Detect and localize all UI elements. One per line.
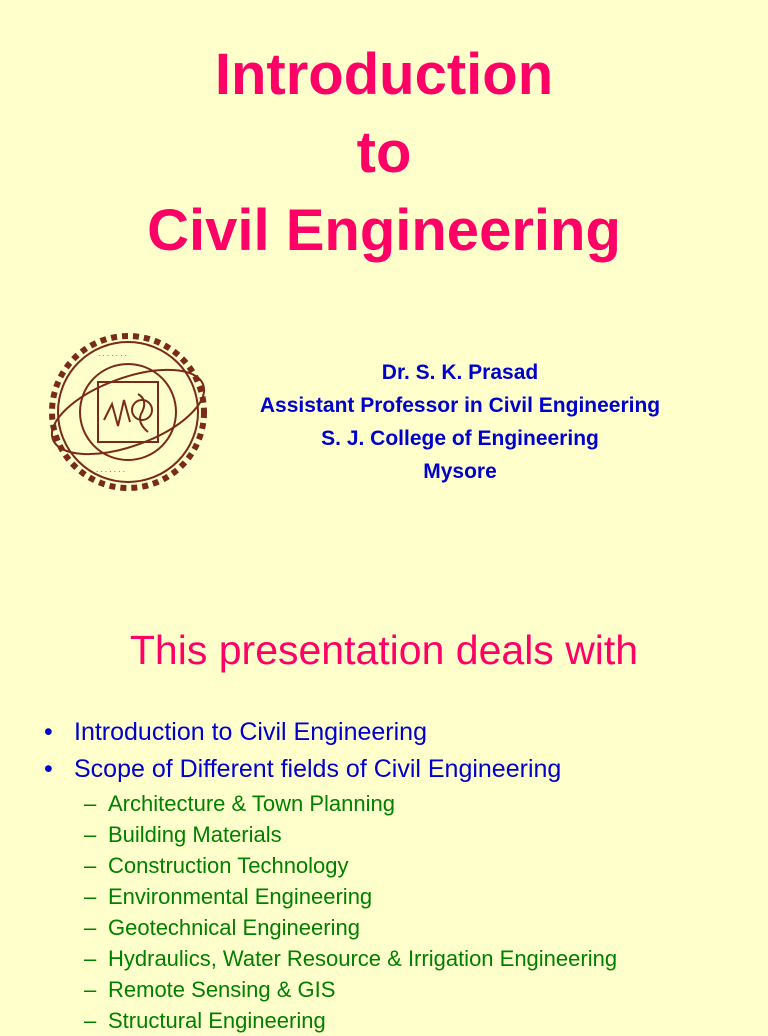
author-name: Dr. S. K. Prasad bbox=[381, 361, 539, 384]
title-line-3: Civil Engineering bbox=[147, 198, 621, 263]
sub-list-item bbox=[84, 788, 754, 819]
list-item bbox=[44, 714, 754, 751]
sub-list-item bbox=[84, 912, 754, 943]
sub-list-item bbox=[84, 943, 754, 974]
bullet-list bbox=[44, 714, 754, 1036]
sub-list-item bbox=[84, 974, 754, 1005]
svg-text:· · · · · · ·: · · · · · · · bbox=[96, 468, 125, 476]
dash-icon: – bbox=[84, 1008, 97, 1033]
author-block bbox=[210, 356, 710, 488]
sub-item-text: Environmental Engineering bbox=[108, 884, 373, 909]
title-line-1: Introduction bbox=[214, 42, 554, 107]
sub-list bbox=[84, 788, 754, 1036]
sub-item-text: Construction Technology bbox=[108, 853, 349, 878]
dash-icon: – bbox=[84, 946, 97, 971]
sub-item-text: Geotechnical Engineering bbox=[108, 915, 360, 940]
dash-icon: – bbox=[84, 791, 97, 816]
sub-item-text: Remote Sensing & GIS bbox=[108, 977, 336, 1002]
sub-list-item bbox=[84, 1005, 754, 1036]
author-institution: S. J. College of Engineering bbox=[321, 427, 599, 450]
author-position: Assistant Professor in Civil Engineering bbox=[259, 394, 661, 417]
sub-list-item bbox=[84, 819, 754, 850]
bullet-icon: • bbox=[44, 718, 53, 746]
slide-heading: This presentation deals with bbox=[129, 627, 639, 673]
sub-list-item bbox=[84, 881, 754, 912]
dash-icon: – bbox=[84, 915, 97, 940]
dash-icon: – bbox=[84, 853, 97, 878]
page-title bbox=[0, 36, 768, 270]
dash-icon: – bbox=[84, 977, 97, 1002]
list-item bbox=[44, 751, 754, 788]
dash-icon: – bbox=[84, 884, 97, 909]
dash-icon: – bbox=[84, 822, 97, 847]
author-city: Mysore bbox=[423, 460, 497, 483]
sub-list-item bbox=[84, 850, 754, 881]
sub-item-text: Architecture & Town Planning bbox=[108, 791, 395, 816]
svg-text:· · · · · · ·: · · · · · · · bbox=[98, 352, 127, 360]
sub-item-text: Hydraulics, Water Resource & Irrigation Engineering bbox=[108, 946, 618, 971]
bullet-text: Scope of Different fields of Civil Engineering bbox=[74, 755, 562, 783]
sub-item-text: Building Materials bbox=[108, 822, 282, 847]
sub-item-text: Structural Engineering bbox=[108, 1008, 326, 1033]
college-emblem-gear-icon bbox=[46, 330, 210, 494]
bullet-icon: • bbox=[44, 755, 53, 783]
slide-contents bbox=[0, 576, 768, 1033]
title-line-2: to bbox=[356, 120, 412, 185]
bullet-text: Introduction to Civil Engineering bbox=[74, 718, 427, 746]
